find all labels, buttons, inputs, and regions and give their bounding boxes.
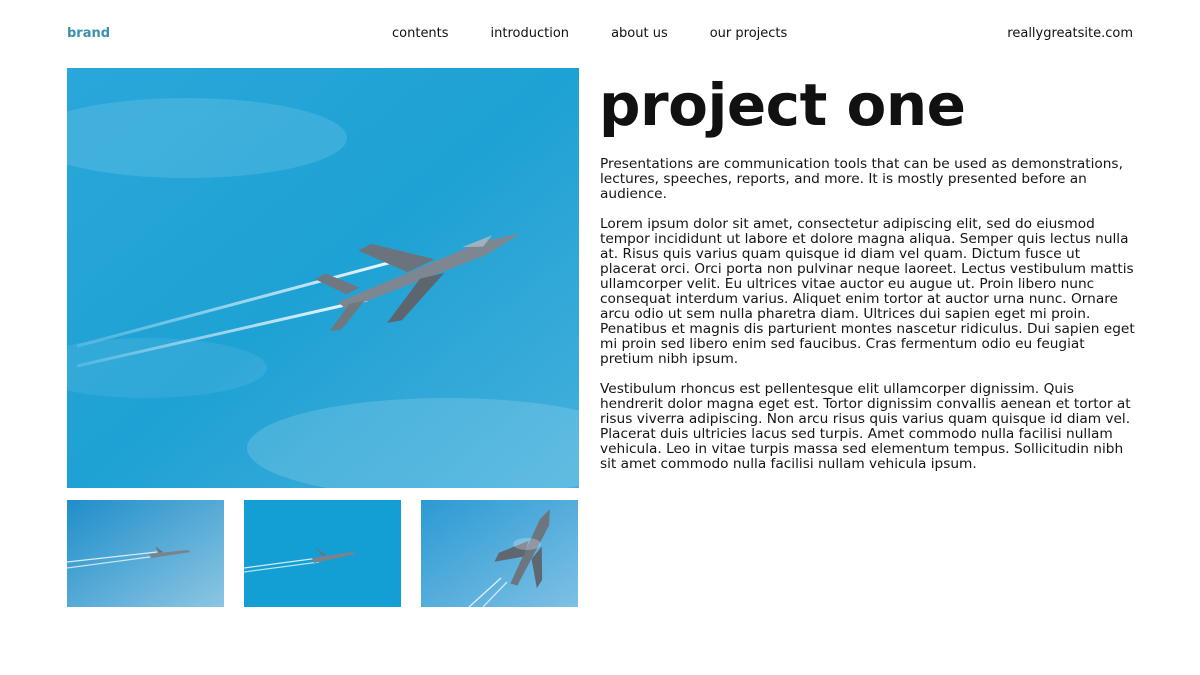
nav-introduction[interactable]: introduction (490, 26, 570, 41)
top-nav (392, 26, 829, 41)
nav-contents[interactable]: contents (392, 26, 449, 41)
thumbnail-2[interactable] (244, 500, 401, 607)
thumbnail-1[interactable] (67, 500, 224, 607)
main-jet-photo (67, 68, 579, 488)
body-text (600, 157, 1135, 487)
body-paragraph-1: Lorem ipsum dolor sit amet, consectetur adipiscing elit, sed do eiusmod tempor incididunt ut labore et dolore magna aliqua. Semper quis lectus nulla at. Risus quis varius quam quisque id diam vel quam. Dictum fusce ut placerat orci. Orci porta non pulvinar neque laoreet. Lectus vestibulum mattis ullamcorper velit. Eu ultrices vitae auctor eu augue ut. Proin libero nunc consequat interdum varius. Aliquet enim tortor at auctor urna nunc. Ornare arcu odio ut sem nulla pharetra diam. Ultrices dui sapien eget mi proin. Penatibus et magnis dis parturient montes nascetur ridiculus. Dui sapien eget mi proin sed libero enim sed faucibus. Cras fermentum odio eu feugiat pretium nibh ipsum. (600, 216, 1135, 367)
brand-logo[interactable]: brand (67, 26, 111, 41)
page-title: project one (599, 71, 966, 139)
body-paragraph-2: Vestibulum rhoncus est pellentesque elit ullamcorper dignissim. Quis hendrerit dolor magna eget est. Tortor dignissim convallis aenean et tortor at risus viverra adipiscing. Non arcu risus quis varius quam quisque id diam vel. Placerat duis ultricies lacus sed turpis. Amet commodo nulla facilisi nullam vehicula. Leo in vitae turpis massa sed elementum tempus. Sollicitudin nibh sit amet commodo nulla facilisi nullam vehicula ipsum. (600, 381, 1131, 472)
nav-about-us[interactable]: about us (611, 26, 668, 41)
intro-paragraph: Presentations are communication tools that can be used as demonstrations, lectures, speeches, reports, and more. It is mostly presented before an audience. (600, 156, 1123, 202)
thumbnail-3[interactable] (421, 500, 578, 607)
nav-our-projects[interactable]: our projects (709, 26, 788, 41)
site-url[interactable]: reallygreatsite.com (1007, 26, 1133, 41)
